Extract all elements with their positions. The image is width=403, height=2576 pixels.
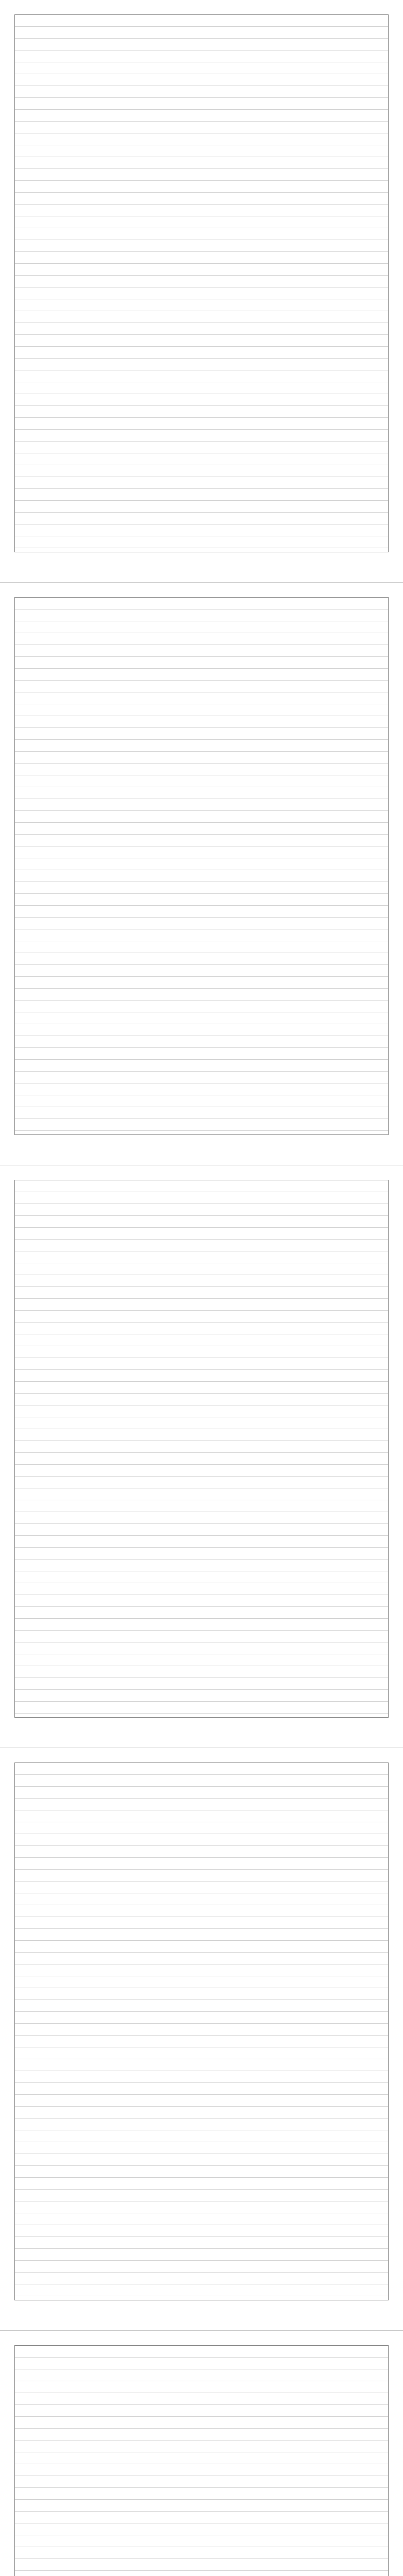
admission-table [14,1762,389,2300]
admission-table [14,1180,389,1718]
page [0,2331,403,2576]
admission-table [14,2345,389,2576]
admission-table [14,597,389,1135]
page [0,0,403,583]
page-number [0,563,403,570]
page [0,583,403,1165]
admission-table [14,14,389,552]
page [0,1748,403,2331]
page-number [0,1145,403,1153]
page [0,1165,403,1748]
page-number [0,1728,403,1735]
page-number [0,2311,403,2318]
